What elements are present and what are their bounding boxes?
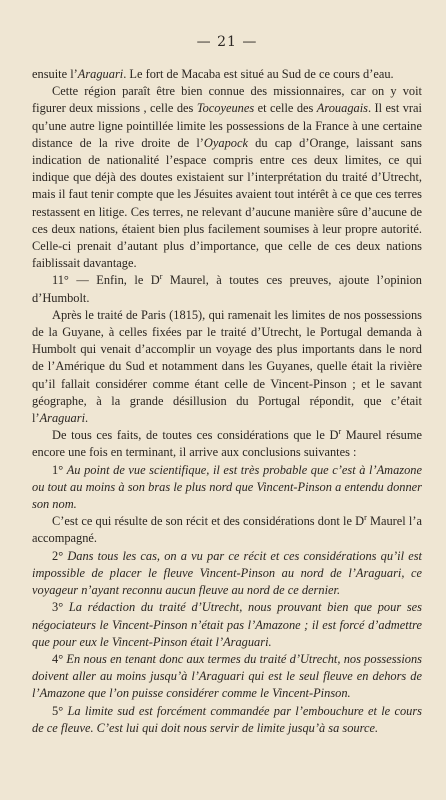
text-run: Maurel l’a accompagné. [32,514,422,546]
paragraph [32,427,422,461]
italic-text: Araguari [39,411,86,426]
text-run: 1° [52,462,67,477]
text-run: 5° [52,703,68,718]
text-run: . [85,411,89,426]
text-run: et celle des [254,101,317,116]
text-run: Cette région paraît être bien connue des missionnaires, car on y voit figurer deux missions , celle des [32,84,422,116]
paragraph [32,703,422,737]
superscript: r [338,427,342,437]
italic-text: Oyapock [203,135,248,150]
italic-text: Araguari [77,67,124,81]
paragraph [32,513,422,547]
text-run: 11° — Enfin, le D [52,273,160,288]
superscript: r [159,272,163,282]
text-run: . Il est vrai qu’une autre ligne pointillée limite les possessions de la France à une certaine distance de la rive droite de l’ [32,101,422,150]
text-run: De tous ces faits, de toutes ces considérations que le D [52,428,339,443]
paragraph [32,307,422,427]
text-run: Après le traité de Paris (1815), qui ramenait les limites de nos possessions de la Guyane, à celles fixées par le traité d’Utrecht, le Portugal demanda à Humbolt qui venait d’accomplir un voyage des plus importants dans le nord de l’Amérique du Sud et notamment dans les Guyanes, quelle était la rivière qu’il fallait considérer comme étant celle de Vincent-Pinson ; et le savant géographe, à la grande désillusion du Portugal répondit, que c’était l’ [32,307,422,426]
text-run: 3° [52,600,69,615]
italic-text: Arouagais [316,101,368,116]
italic-text: En nous en tenant donc aux termes du traité d’Utrecht, nos possessions doivent aller au moins jusqu’à l’Araguari qui est le seul fleuve en dehors de l’Amazone que l’on puisse considérer comme le Vincent-Pinson. [32,651,423,701]
text-run: 4° [52,651,67,666]
paragraph [32,66,422,83]
text-run: du cap d’Orange, laissant sans indication de nationalité l’espace compris entre ces deux limites, ce qui indique que déjà des doutes existaient sur l’interprétation du traité d’Utrecht, mais il faut tenir compte que les Jésuites avaient tout intérêt à ce que ces terres restassent en litige. Ces terres, ne relevant d’aucune manière sûre d’aucune de ces deux nations, étaient bien plus facilement soumises à leur propre autorité. Celle-ci prenait d’autant plus d’importance, que celle de ces deux nations faiblissait davantage. [32,135,422,271]
italic-text: Dans tous les cas, on a vu par ce récit et ces considérations qu’il est impossible de placer le fleuve Vincent-Pinson au nord de l’Araguari, ce voyageur n’ayant reconnu aucun fleuve au nord de ce dernier. [32,548,423,598]
text-run: ensuite l’ [32,67,78,81]
text-run: Maurel résume encore une fois en terminant, il arrive aux conclusions suivantes : [32,428,422,460]
paragraph [32,272,422,306]
text-run: Maurel, à toutes ces preuves, ajoute l’opinion d’Humbolt. [32,273,422,305]
paragraph [32,651,422,703]
paragraph [32,83,422,272]
italic-text: La rédaction du traité d’Utrecht, nous prouvant bien que pour ses négociateurs le Vincent-Pinson n’était pas l’Amazone ; il est forcé d’admettre que pour eux le Vincent-Pinson était l’Araguari. [32,600,422,649]
italic-text: Tocoyeunes [196,101,255,116]
page-number: — 21 — [196,34,258,50]
paragraph [32,599,422,651]
paragraph [32,462,422,514]
paragraph [32,548,422,600]
body-text [32,66,422,737]
text-run: . Le fort de Macaba est situé au Sud de ce cours d’eau. [123,67,394,81]
italic-text: Au point de vue scientifique, il est très probable que c’est à l’Amazone ou tout au moins à son bras le plus nord que Vincent-Pinson a entendu donner son nom. [32,462,423,512]
text-run: 2° [52,548,68,563]
italic-text: La limite sud est forcément commandée par l’embouchure et le cours de ce fleuve. C’est lui qui doit nous servir de limite jusqu’à sa source. [32,703,422,735]
superscript: r [364,513,367,523]
text-run: C’est ce qui résulte de son récit et des considérations dont le D [52,514,365,529]
